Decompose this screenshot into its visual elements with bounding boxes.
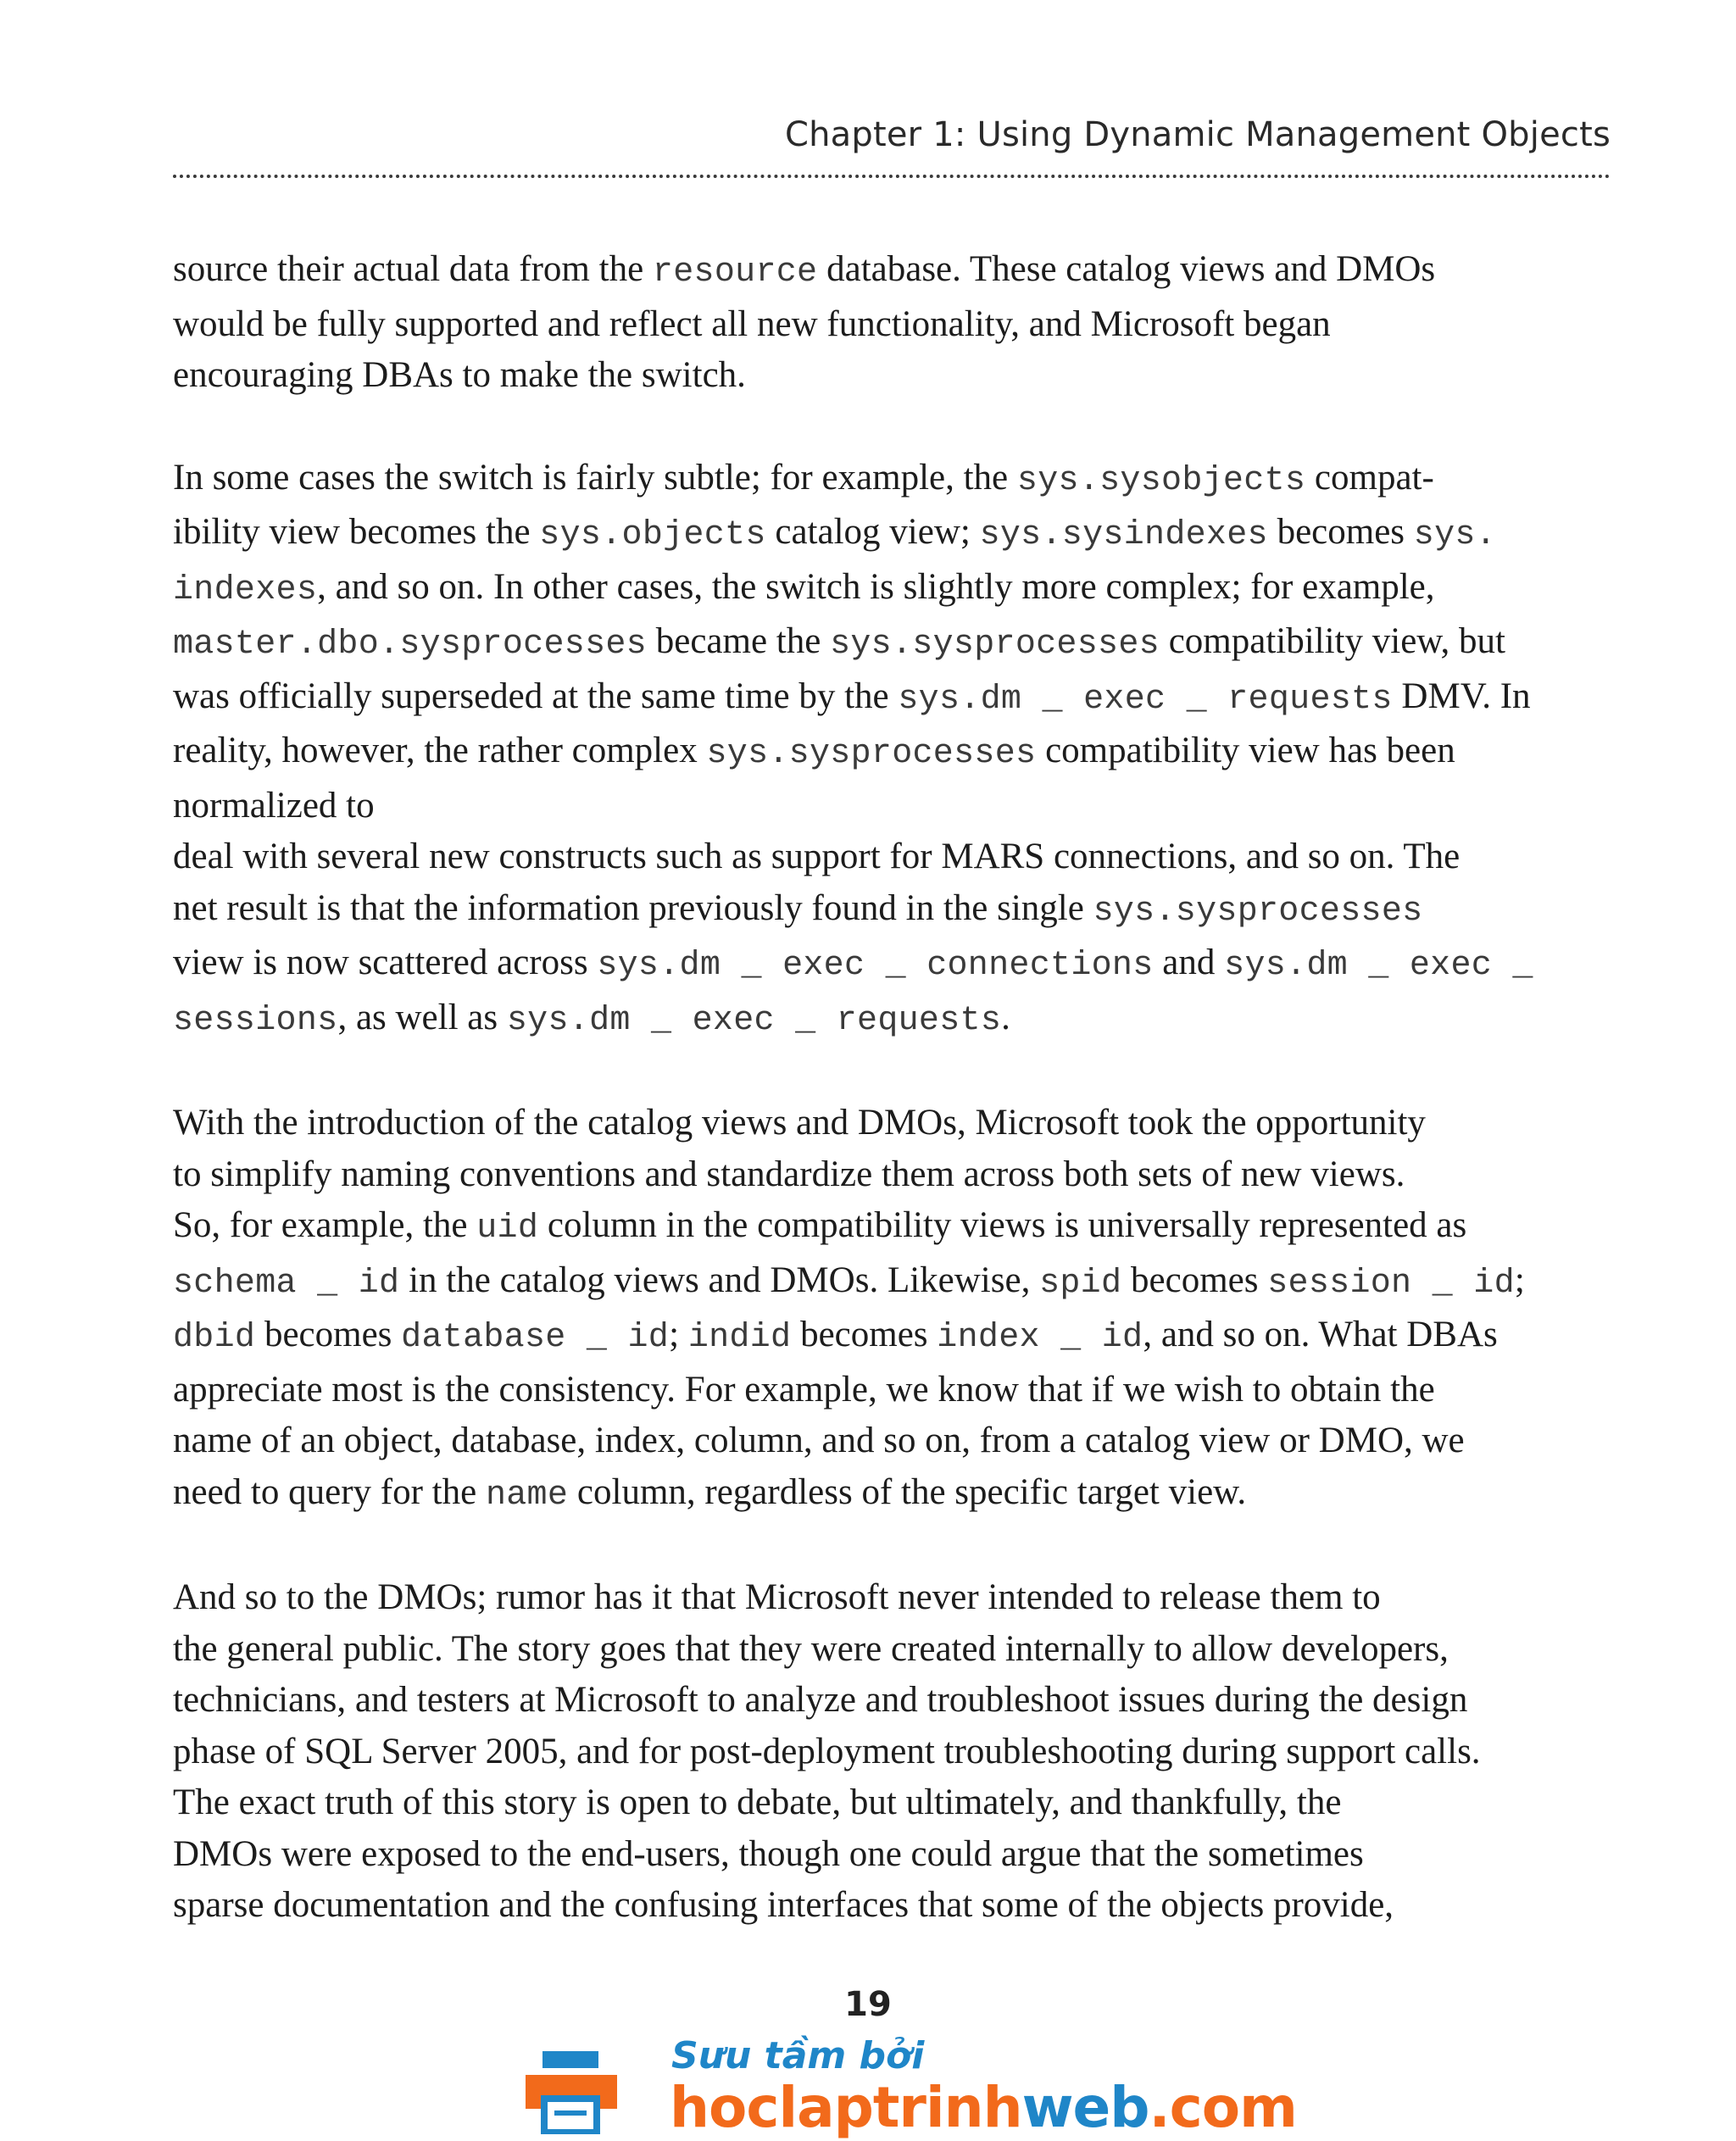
text-run: ibility view becomes the — [173, 512, 540, 552]
text-line — [173, 244, 1611, 299]
text-line — [173, 1149, 1611, 1201]
text-run: name of an object, database, index, column, and so on, from a catalog view or DMO, we — [173, 1421, 1465, 1460]
inline-code: sys.sysobjects — [1016, 461, 1306, 500]
inline-code: sys.sysprocesses — [706, 735, 1037, 773]
inline-code: indid — [687, 1319, 792, 1357]
paragraph — [173, 1098, 1611, 1521]
text-run: becomes — [1121, 1260, 1268, 1300]
text-run: With the introduction of the catalog views and DMOs, Microsoft took the opportunity — [173, 1103, 1426, 1143]
text-run: becomes — [791, 1315, 938, 1354]
inline-code: sys.sysprocesses — [830, 626, 1160, 664]
inline-code: sys. — [1413, 516, 1496, 554]
inline-code: uid — [476, 1210, 539, 1248]
text-run: DMV. In — [1392, 676, 1531, 716]
text-line — [173, 507, 1611, 562]
text-run: net result is that the information previously found in the single — [173, 887, 1093, 928]
text-line — [173, 1572, 1611, 1624]
text-run: phase of SQL Server 2005, and for post-deployment troubleshooting during support calls. — [173, 1731, 1481, 1771]
text-line — [173, 1365, 1611, 1416]
inline-code: resource — [652, 253, 818, 292]
text-run: in the catalog views and DMOs. Likewise, — [399, 1260, 1040, 1300]
inline-code: indexes — [173, 570, 318, 609]
text-run: source their actual data from the — [173, 249, 653, 289]
text-run: appreciate most is the consistency. For example, we know that if we wish to obtain the — [173, 1369, 1435, 1410]
text-run: need to query for the — [173, 1471, 486, 1512]
paragraph — [173, 244, 1611, 402]
text-run: column in the compatibility views is universally represented as — [538, 1205, 1467, 1245]
text-run: DMOs were exposed to the end-users, though one could argue that the sometimes — [173, 1833, 1364, 1874]
text-line — [173, 1675, 1611, 1727]
text-line — [173, 993, 1611, 1048]
text-run: deal with several new constructs such as support for MARS connections, and so on. The — [173, 837, 1461, 876]
inline-code: sys.sysprocesses — [1093, 892, 1423, 931]
text-run: . — [1001, 997, 1010, 1037]
inline-code: sys.dm _ exec _ connections — [597, 947, 1154, 985]
text-run: technicians, and testers at Microsoft to analyze and troubleshoot issues during the design — [173, 1680, 1468, 1720]
text-run: becomes — [1267, 512, 1414, 552]
text-line — [173, 1098, 1611, 1149]
text-run: So, for example, the — [173, 1205, 477, 1245]
text-run: reality, however, the rather complex — [173, 731, 707, 770]
text-run: , and so on. In other cases, the switch is slightly more complex; for example, — [317, 566, 1435, 607]
text-run: encouraging DBAs to make the switch. — [173, 355, 746, 395]
text-run: became the — [647, 621, 831, 661]
text-line — [173, 1624, 1611, 1676]
inline-code: sys.sysindexes — [979, 516, 1268, 554]
header-dotted-rule — [173, 175, 1611, 178]
text-run: compat- — [1305, 457, 1434, 498]
text-run: database. These catalog views and DMOs — [817, 249, 1436, 289]
inline-code: spid — [1039, 1264, 1122, 1303]
inline-code: sys.objects — [539, 516, 766, 554]
text-run: , and so on. What DBAs — [1143, 1315, 1498, 1354]
text-run: And so to the DMOs; rumor has it that Microsoft never intended to release them to — [173, 1577, 1381, 1617]
inline-code: database _ id — [401, 1319, 670, 1357]
paragraph — [173, 453, 1611, 1048]
text-line — [173, 1467, 1611, 1522]
text-run: view is now scattered across — [173, 943, 598, 982]
text-line — [173, 1310, 1611, 1365]
text-run: compatibility view, but — [1159, 621, 1505, 661]
text-line — [173, 1880, 1611, 1932]
text-run: ; — [669, 1315, 688, 1354]
watermark-tagline: Sưu tầm bởi — [671, 2034, 925, 2077]
inline-code: sys.dm _ exec _ requests — [898, 680, 1393, 719]
running-head: Chapter 1: Using Dynamic Management Objects — [784, 115, 1611, 154]
text-line — [173, 616, 1611, 671]
watermark-logo — [526, 2034, 1297, 2141]
text-run: normalized to — [173, 785, 375, 826]
text-run: catalog view; — [765, 512, 980, 552]
paragraph — [173, 1572, 1611, 1932]
body-text — [173, 244, 1611, 1983]
inline-code: schema _ id — [173, 1264, 400, 1303]
text-line — [173, 1255, 1611, 1310]
inline-code: sessions — [173, 1001, 338, 1040]
text-line — [173, 1829, 1611, 1881]
text-run: would be fully supported and reflect all new functionality, and Microsoft began — [173, 303, 1331, 344]
inline-code: master.dbo.sysprocesses — [173, 626, 647, 664]
text-line — [173, 726, 1611, 781]
text-line — [173, 562, 1611, 617]
text-run: to simplify naming conventions and standardize them across both sets of new views. — [173, 1154, 1405, 1194]
text-line — [173, 453, 1611, 508]
inline-code: index _ id — [937, 1319, 1143, 1357]
text-run: and — [1153, 943, 1225, 982]
text-line — [173, 937, 1611, 993]
inline-code: sys.dm _ exec _ requests — [506, 1001, 1002, 1040]
text-run: was officially superseded at the same time by the — [173, 676, 899, 716]
text-line — [173, 299, 1611, 351]
watermark-site-accent: web — [1021, 2075, 1149, 2140]
inline-code: session _ id — [1267, 1264, 1515, 1303]
text-line — [173, 350, 1611, 402]
printer-logo-icon — [526, 2049, 617, 2134]
text-line — [173, 781, 1611, 832]
watermark-site-main: hoclaptrinh — [670, 2075, 1022, 2140]
inline-code: name — [485, 1476, 569, 1515]
text-line — [173, 883, 1611, 938]
text-run: , as well as — [337, 997, 507, 1037]
inline-code: sys.dm _ exec _ — [1224, 947, 1533, 985]
text-line — [173, 831, 1611, 883]
text-line — [173, 1727, 1611, 1778]
text-run: sparse documentation and the confusing interfaces that some of the objects provide, — [173, 1885, 1394, 1925]
text-run: compatibility view has been — [1036, 731, 1455, 770]
text-run: the general public. The story goes that they were created internally to allow developers, — [173, 1628, 1449, 1669]
page-number: 19 — [844, 1985, 892, 2024]
text-line — [173, 1777, 1611, 1829]
inline-code: dbid — [173, 1319, 256, 1357]
text-run: ; — [1514, 1260, 1525, 1300]
text-line — [173, 671, 1611, 726]
text-run: becomes — [255, 1315, 402, 1354]
watermark-site-tld: .com — [1149, 2075, 1297, 2140]
text-run: The exact truth of this story is open to debate, but ultimately, and thankfully, the — [173, 1782, 1342, 1822]
text-run: column, regardless of the specific target view. — [568, 1471, 1247, 1512]
watermark-site-name — [670, 2075, 1297, 2140]
text-line — [173, 1200, 1611, 1255]
text-line — [173, 1415, 1611, 1467]
text-run: In some cases the switch is fairly subtle; for example, the — [173, 457, 1017, 498]
